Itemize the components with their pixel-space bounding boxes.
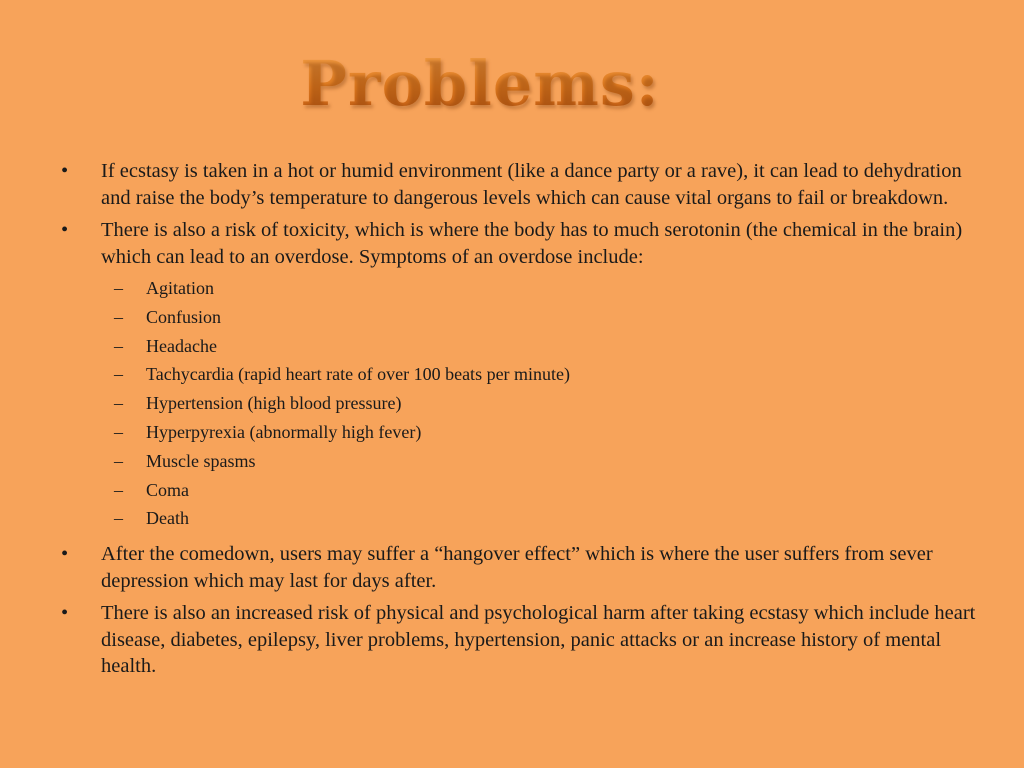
symptom-item: – Confusion <box>101 303 984 332</box>
slide-title: Problems: <box>0 46 960 122</box>
symptom-item: – Hypertension (high blood pressure) <box>101 389 984 418</box>
symptom-item: – Tachycardia (rapid heart rate of over 100 beats per minute) <box>101 360 984 389</box>
symptom-item: – Agitation <box>101 274 984 303</box>
bullet-list <box>0 158 1024 680</box>
bullet-item <box>0 600 1024 680</box>
bullet-text: There is also a risk of toxicity, which is where the body has to much serotonin (the chemical in the brain) which can lead to an overdose. Symptoms of an overdose include: <box>101 219 963 268</box>
symptom-item: – Death <box>101 504 984 533</box>
bullet-item <box>0 541 1024 594</box>
bullet-text: If ecstasy is taken in a hot or humid environment (like a dance party or a rave), it can lead to dehydration and raise the body’s temperature to dangerous levels which can cause vital organs to fail or breakdown. <box>101 160 962 209</box>
slide-content <box>0 158 1024 686</box>
symptom-list <box>101 274 984 533</box>
bullet-item <box>0 217 1024 533</box>
symptom-item: – Headache <box>101 332 984 361</box>
bullet-text: There is also an increased risk of physical and psychological harm after taking ecstasy which include heart disease, diabetes, epilepsy, liver problems, hypertension, panic attacks or an increase history of mental health. <box>101 602 976 678</box>
symptom-item: – Hyperpyrexia (abnormally high fever) <box>101 418 984 447</box>
bullet-item <box>0 158 1024 211</box>
symptom-item: – Muscle spasms <box>101 447 984 476</box>
bullet-text: After the comedown, users may suffer a “hangover effect” which is where the user suffers from sever depression which may last for days after. <box>101 543 933 592</box>
symptom-item: – Coma <box>101 476 984 505</box>
